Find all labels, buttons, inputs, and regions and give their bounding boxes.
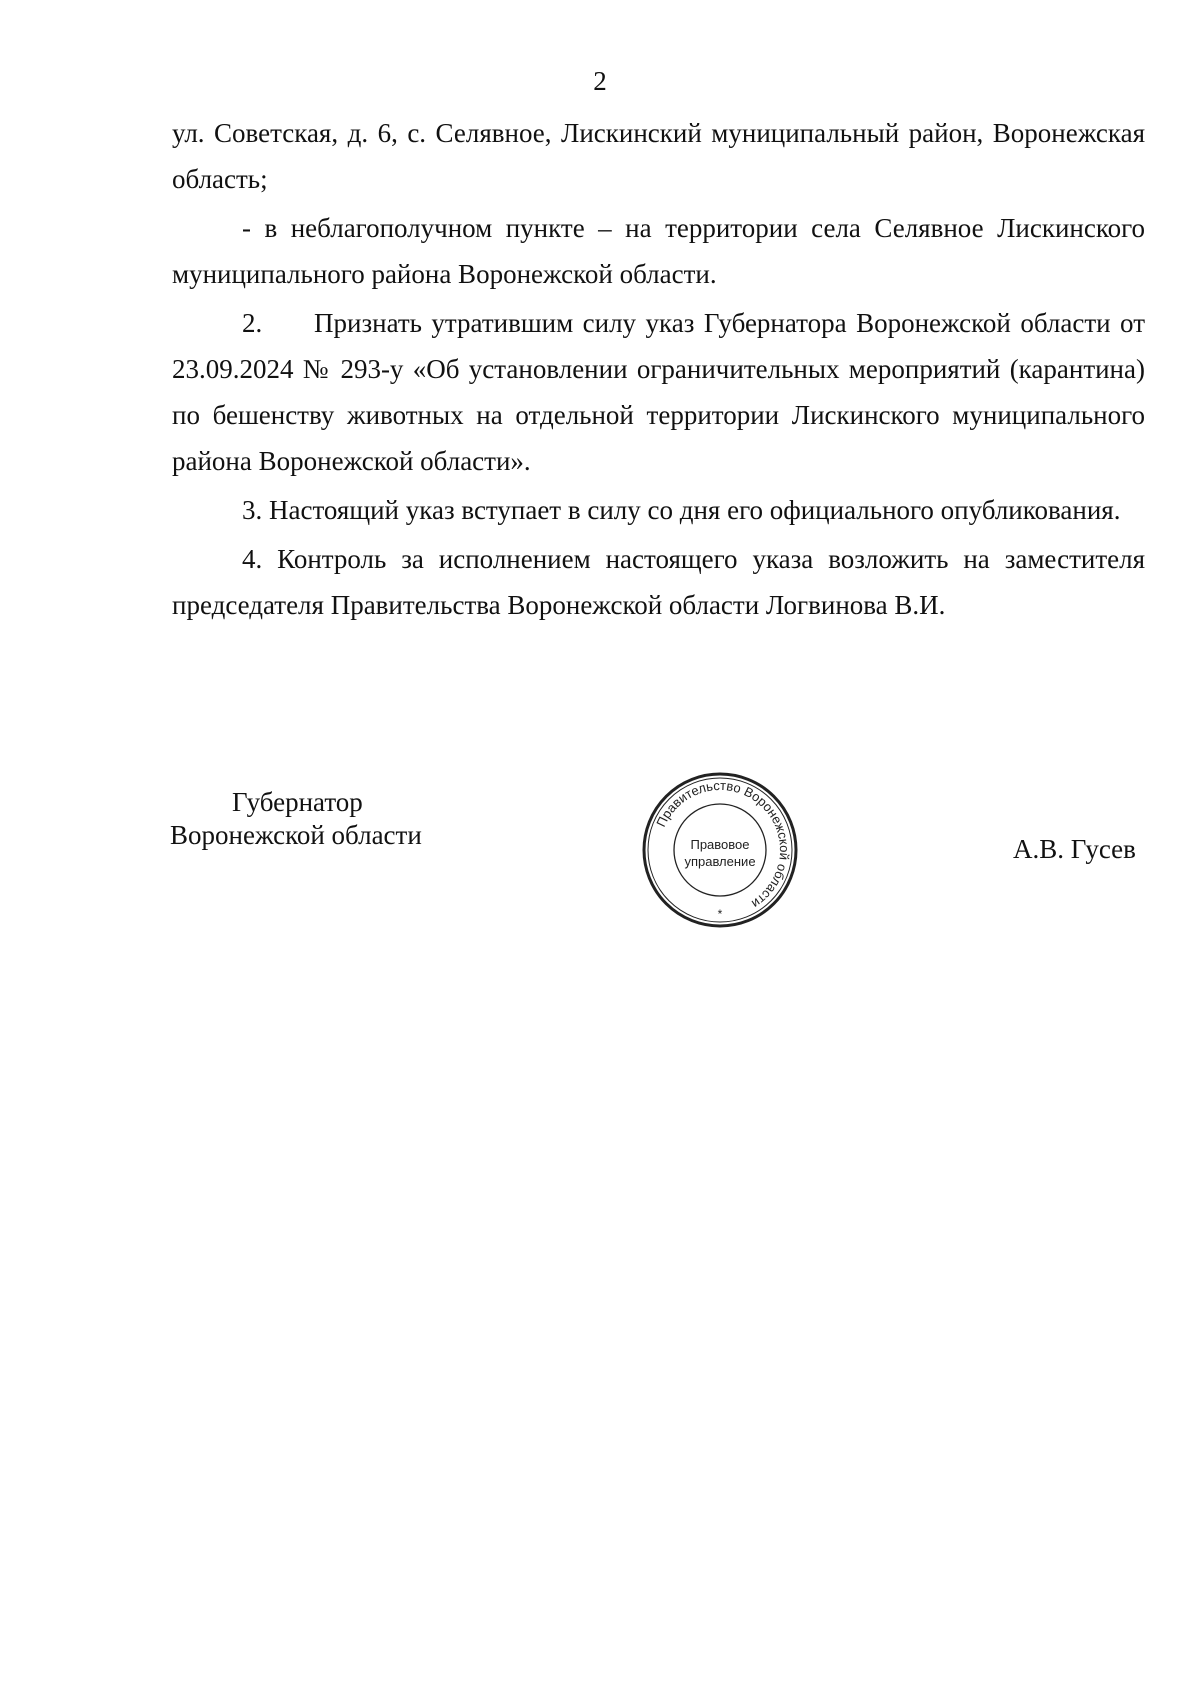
stamp-center-line2: управление <box>684 854 756 869</box>
page-number: 2 <box>593 66 607 96</box>
signature-name: А.В. Гусев <box>1013 834 1136 864</box>
stamp-graphic <box>640 770 800 930</box>
paragraph-item-3: 3. Настоящий указ вступает в силу со дня его официального опубликования. <box>242 495 1121 525</box>
item-2-number: 2. <box>242 308 263 338</box>
stamp-center-line1: Правовое <box>690 837 750 852</box>
stamp-star-mark: * <box>717 907 723 921</box>
item-2-text: Признать утратившим силу указ Губернатора Воронежской области от 23.09.2024 № 293-у «Об установлении ограничительных мероприятий (карантина) по бешенству животных на отдельной территории Лискинского муниципального района Воронежской области». <box>172 308 1145 476</box>
signature-title-line1: Губернатор <box>232 787 363 817</box>
paragraph-item-4: 4. Контроль за исполнением настоящего указа возложить на заместителя председателя Правительства Воронежской области Логвинова В.И. <box>172 544 1145 620</box>
official-stamp <box>640 770 800 930</box>
paragraph-item-2 <box>172 300 1145 484</box>
signature-title-line2: Воронежской области <box>170 820 422 850</box>
stamp-ring-text: Правительство Воронежской области <box>653 777 793 912</box>
paragraph-address: ул. Советская, д. 6, с. Селявное, Лискинский муниципальный район, Воронежская область; <box>172 118 1145 194</box>
paragraph-location: - в неблагополучном пункте – на территории села Селявное Лискинского муниципального района Воронежской области. <box>172 213 1145 289</box>
document-body <box>172 110 1145 628</box>
signature-title <box>170 786 422 852</box>
